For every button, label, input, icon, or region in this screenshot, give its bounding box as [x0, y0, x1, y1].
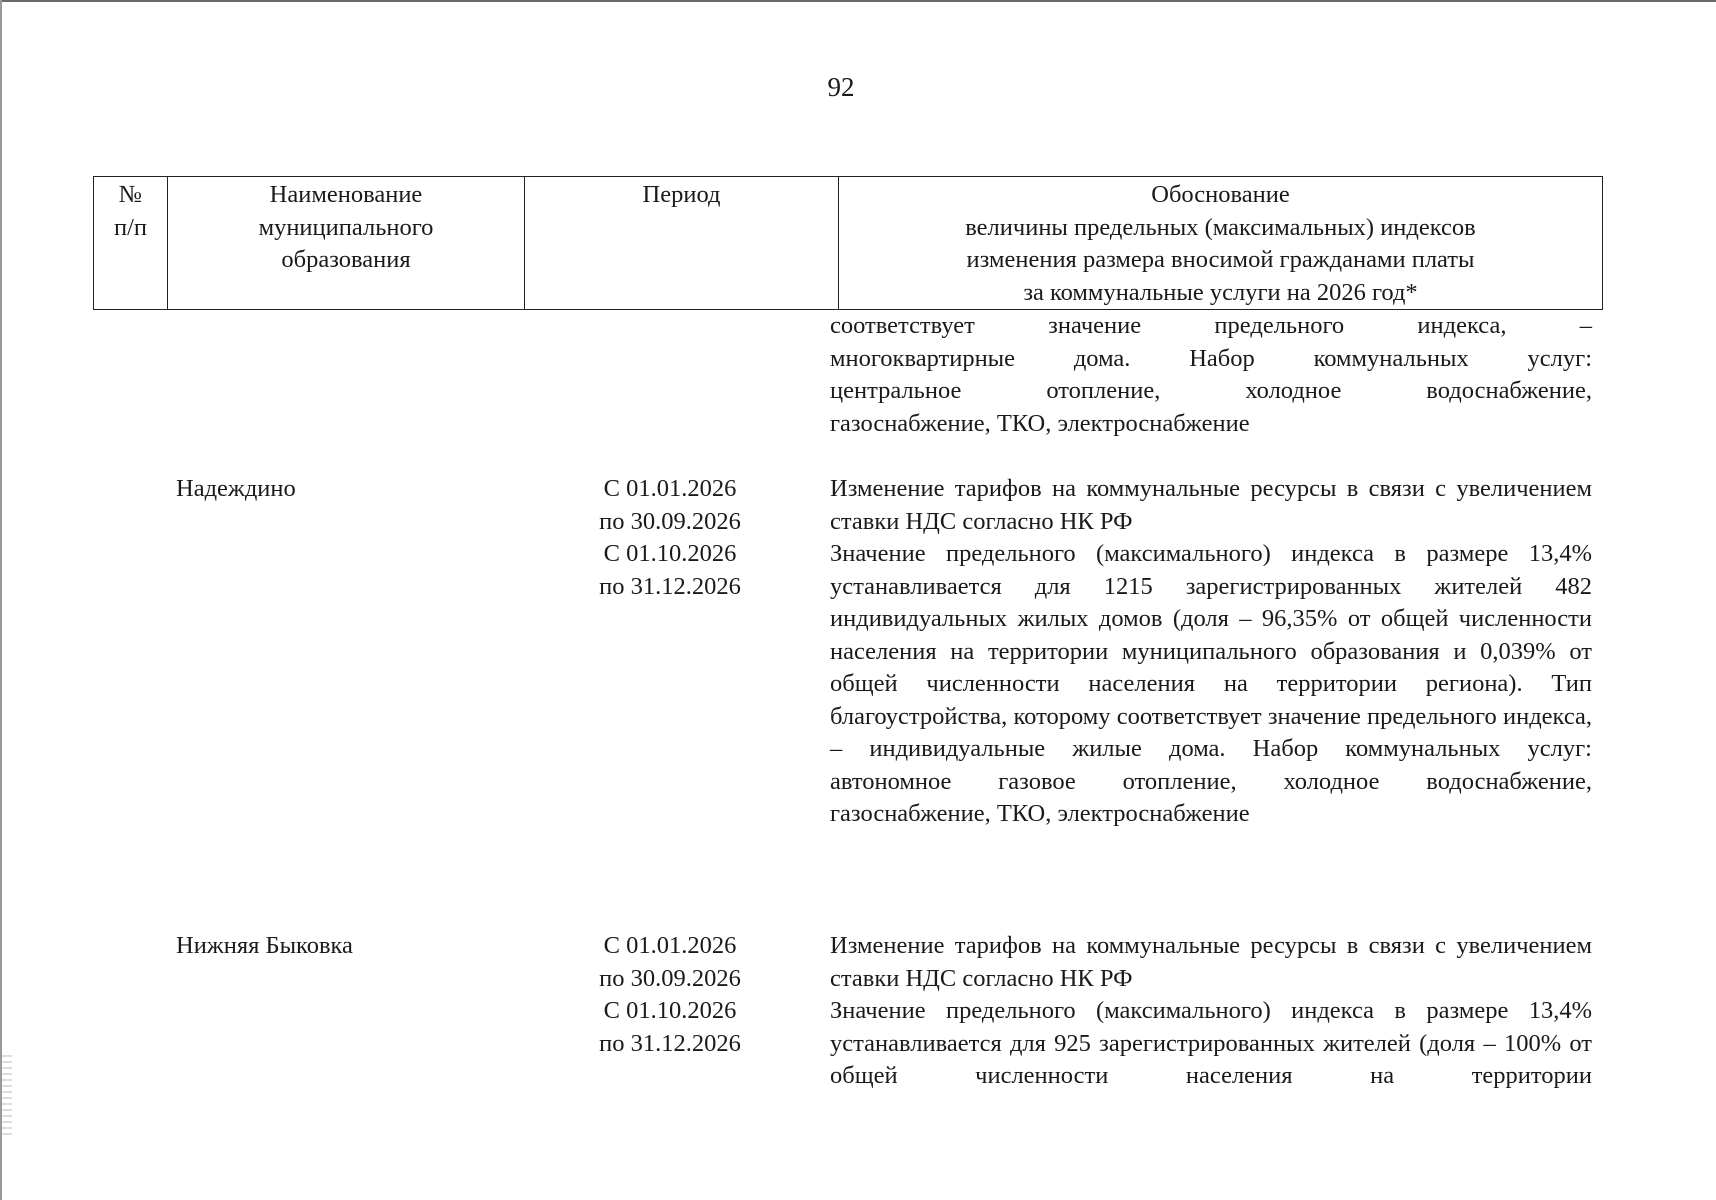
page-number: 92 — [827, 72, 855, 102]
continuation-text — [830, 310, 1592, 440]
scan-artifact — [2, 1055, 12, 1135]
period-line2: по 30.09.2026 — [599, 964, 741, 992]
header-col-period — [525, 177, 839, 310]
period-line3: С 01.10.2026 — [603, 997, 737, 1024]
header-col-number — [94, 177, 168, 310]
continuation-line1: соответствует значение предельного индекса, – — [830, 312, 1592, 339]
header-col-name — [168, 177, 525, 310]
period-cell — [565, 930, 775, 1060]
table-header — [93, 176, 1603, 310]
justification-index-value: Значение предельного (максимального) индекса в размере 13,4% устанавливается для 925 зарегистрированных жителей (доля – 100% от общей численности населения на территории — [830, 997, 1592, 1089]
continuation-line4: газоснабжение, ТКО, электроснабжение — [830, 409, 1250, 437]
municipality-name: Нижняя Быковка — [176, 932, 353, 959]
header-col-justification-line3: изменения размера вносимой гражданами платы — [966, 246, 1475, 273]
header-col-number-line2: п/п — [113, 213, 148, 241]
header-col-name-line2: муниципального — [258, 213, 434, 241]
header-col-name-line3: образования — [281, 246, 411, 273]
period-line1: С 01.01.2026 — [603, 475, 737, 502]
justification-tariff-change: Изменение тарифов на коммунальные ресурсы в связи с увеличением ставки НДС согласно НК РФ — [830, 475, 1592, 535]
continuation-line2: многоквартирные дома. Набор коммунальных услуг: — [830, 344, 1592, 372]
header-col-justification — [839, 177, 1603, 310]
header-col-number-line1: № — [118, 181, 143, 208]
justification-cell — [830, 930, 1592, 1093]
page-top-edge — [0, 0, 1716, 2]
period-line1: С 01.01.2026 — [603, 932, 737, 959]
justification-index-value: Значение предельного (максимального) индекса в размере 13,4% устанавливается для 1215 зарегистрированных жителей 482 индивидуальных жилых домов (доля – 96,35% от общей численности населения на территории муниципального образования и 0,039% от общей численности населения на территории региона). Тип благоустройства, которому соответствует значение предельного индекса, – индивидуальные жилые дома. Набор коммунальных услуг: автономное газовое отопление, холодное водоснабжение, газоснабжение, ТКО, электроснабжение — [830, 540, 1592, 827]
period-line2: по 30.09.2026 — [599, 507, 741, 535]
header-col-period-label: Период — [642, 181, 721, 208]
period-line4: по 31.12.2026 — [599, 572, 741, 600]
period-line3: С 01.10.2026 — [603, 540, 737, 567]
page-left-edge — [0, 0, 2, 1200]
header-col-justification-line2: величины предельных (максимальных) индексов — [965, 213, 1476, 241]
justification-cell — [830, 473, 1592, 831]
header-col-justification-line4: за коммунальные услуги на 2026 год* — [1023, 278, 1418, 306]
header-col-name-line1: Наименование — [269, 181, 423, 208]
justification-tariff-change: Изменение тарифов на коммунальные ресурсы в связи с увеличением ставки НДС согласно НК РФ — [830, 932, 1592, 992]
period-cell — [565, 473, 775, 603]
municipality-name: Надеждино — [176, 475, 296, 502]
continuation-line3: центральное отопление, холодное водоснабжение, — [830, 377, 1592, 404]
period-line4: по 31.12.2026 — [599, 1029, 741, 1057]
header-col-justification-line1: Обоснование — [1151, 181, 1290, 208]
